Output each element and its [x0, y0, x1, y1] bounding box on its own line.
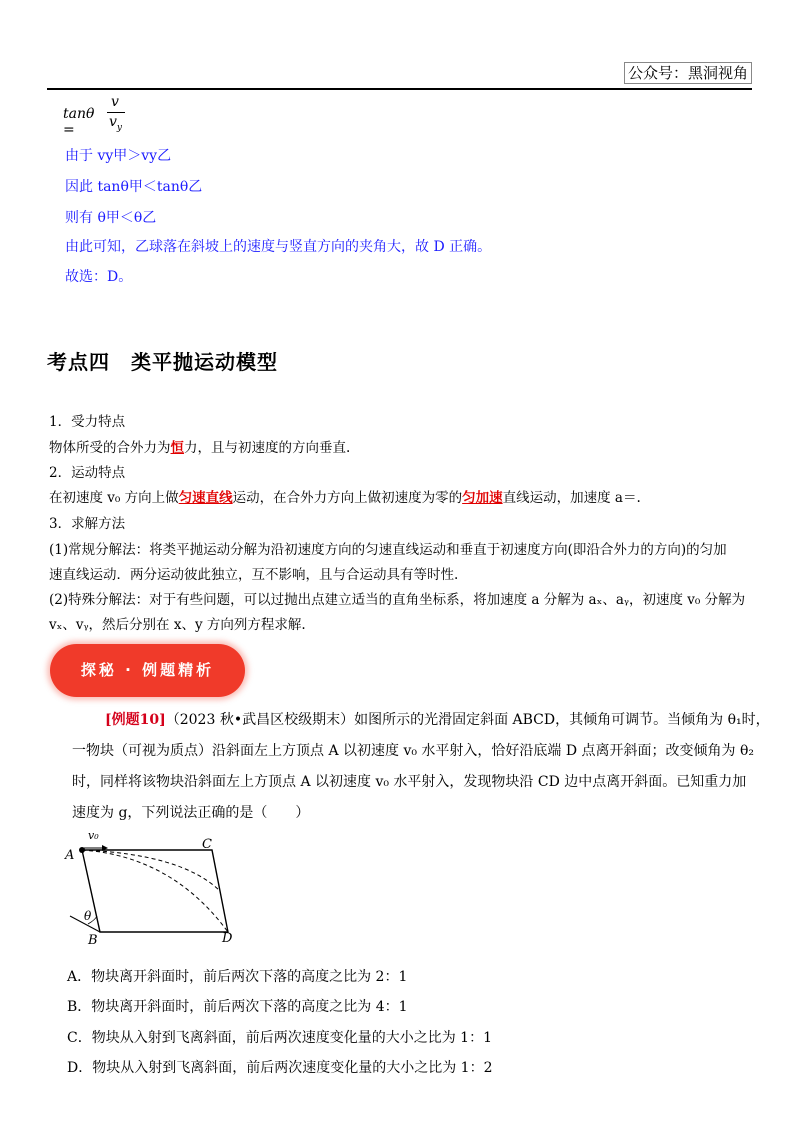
example-badge — [50, 644, 245, 697]
label-D: D — [222, 931, 233, 946]
incline-parallelogram — [82, 850, 228, 932]
solution-line-4: 由此可知，乙球落在斜坡上的速度与竖直方向的夹角大，故 D 正确。 — [65, 239, 492, 255]
trajectory-to-CD-mid — [82, 850, 220, 891]
point-3-line-1: (1)常规分解法：将类平抛运动分解为沿初速度方向的匀速直线运动和垂直于初速度方向(即沿合外力的方向)的匀加 — [49, 542, 727, 558]
option-a[interactable]: A．物块离开斜面时，前后两次下落的高度之比为 2：1 — [67, 969, 408, 985]
highlight-uniform-linear: 匀速直线 — [178, 490, 233, 506]
point-1-title: 1．受力特点 — [49, 414, 126, 430]
point-2-title: 2．运动特点 — [49, 465, 126, 481]
point-3-title: 3．求解方法 — [49, 516, 126, 532]
label-theta: θ — [84, 909, 92, 923]
highlight-constant: 恒 — [170, 440, 184, 456]
label-v0: v₀ — [88, 829, 99, 842]
section-title: 考点四 类平抛运动模型 — [47, 350, 278, 374]
formula-denominator: $v_y$ — [109, 114, 123, 133]
example-line-2: 一物块（可视为质点）沿斜面左上方顶点 A 以初速度 v₀ 水平射入，恰好沿底端 D 点离开斜面；改变倾角为 θ₂ — [72, 743, 755, 759]
example-line-1: [例题10]（2023 秋•武昌区校级期末）如图所示的光滑固定斜面 ABCD，其倾角可调节。当倾角为 θ₁时， — [105, 712, 770, 728]
incline-figure — [62, 828, 252, 948]
option-c[interactable]: C．物块从入射到飞离斜面，前后两次速度变化量的大小之比为 1：1 — [67, 1030, 492, 1046]
label-C: C — [202, 837, 212, 852]
point-3-line-4: vₓ、vᵧ，然后分别在 x、y 方向列方程求解. — [49, 617, 306, 633]
label-A: A — [65, 848, 75, 863]
solution-line-1: 由于 vy甲＞vy乙 — [65, 148, 172, 164]
point-2-text: 在初速度 v₀ 方向上做匀速直线运动，在合外力方向上做初速度为零的匀加速直线运动，加速度 a＝. — [49, 490, 641, 506]
badge-label: 探秘 · 例题精析 — [80, 661, 215, 679]
option-b[interactable]: B．物块离开斜面时，前后两次下落的高度之比为 4：1 — [67, 999, 408, 1015]
header-rule — [47, 88, 752, 90]
formula-numerator: v — [111, 94, 119, 110]
example-line-4: 速度为 g，下列说法正确的是（ ） — [72, 805, 310, 821]
highlight-uniform-accel: 匀加速 — [462, 490, 503, 506]
solution-line-2: 因此 tanθ甲＜tanθ乙 — [65, 179, 203, 195]
label-B: B — [88, 933, 98, 948]
point-3-line-3: (2)特殊分解法：对于有些问题，可以过抛出点建立适当的直角坐标系，将加速度 a 分解为 aₓ、aᵧ，初速度 v₀ 分解为 — [49, 592, 746, 608]
solution-line-5: 故选：D。 — [65, 269, 133, 285]
fraction-bar — [107, 112, 125, 113]
solution-line-3: 则有 θ甲＜θ乙 — [65, 210, 157, 226]
point-3-line-2: 速直线运动．两分运动彼此独立，互不影响，且与合运动具有等时性. — [49, 567, 459, 583]
trajectory-to-D — [82, 850, 228, 932]
option-d[interactable]: D．物块从入射到飞离斜面，前后两次速度变化量的大小之比为 1：2 — [67, 1060, 493, 1076]
brand-label: 公众号：黑洞视角 — [624, 62, 752, 84]
formula-lhs: tanθ = — [63, 106, 95, 138]
point-1-text: 物体所受的合外力为恒力，且与初速度的方向垂直. — [49, 440, 351, 456]
example-tag: [例题10] — [105, 712, 166, 728]
example-line-3: 时，同样将该物块沿斜面左上方顶点 A 以初速度 v₀ 水平射入，发现物块沿 CD 边中点离开斜面。已知重力加 — [72, 774, 747, 790]
page-header — [0, 0, 800, 92]
